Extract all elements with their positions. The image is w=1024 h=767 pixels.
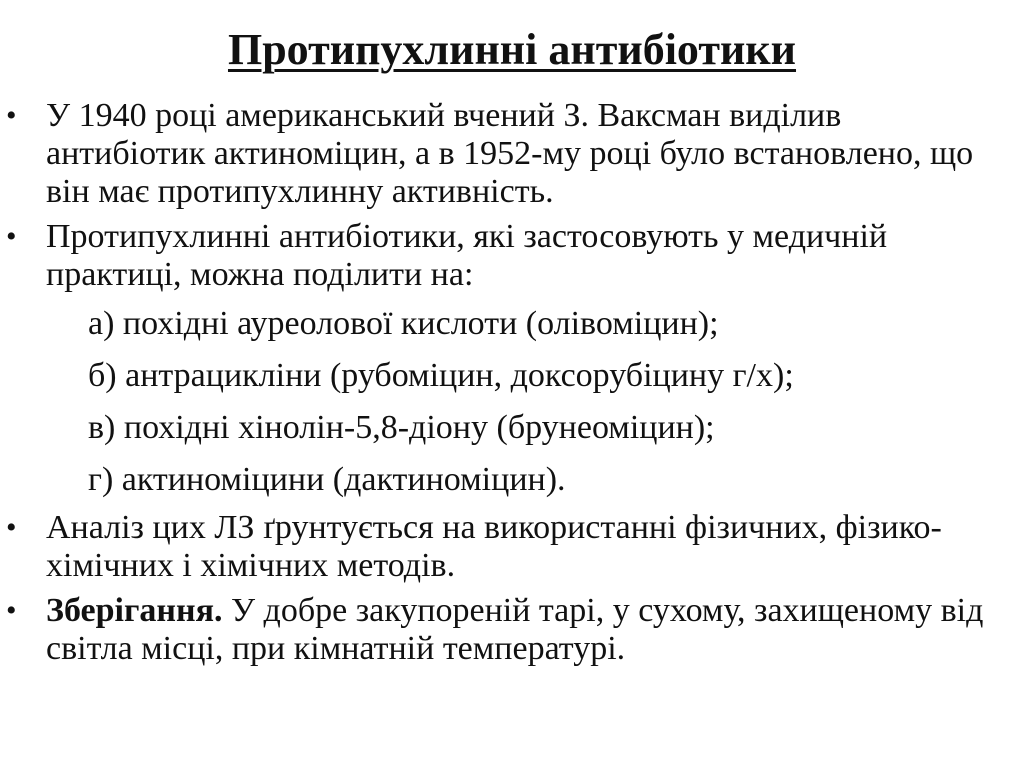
- bullet-icon: •: [6, 511, 17, 544]
- bullet-text: Аналіз цих ЛЗ ґрунтується на використанні фізичних, фізико-хімічних і хімічних методів.: [46, 509, 942, 584]
- storage-label: Зберігання.: [46, 592, 223, 629]
- bullet-item: [6, 592, 1006, 668]
- bullet-icon: •: [6, 594, 17, 627]
- bullet-text: У 1940 році американський вчений З. Ваксман виділив антибіотик актиноміцин, а в 1952-му році було встановлено, що він має протипухлинну активність.: [46, 97, 974, 210]
- sublist: [6, 298, 1006, 506]
- bullet-icon: •: [6, 99, 17, 132]
- bullet-item: [6, 218, 1006, 294]
- bullet-text: У добре закупореній тарі, у сухому, захищеному від світла місці, при кімнатній температурі.: [46, 592, 984, 667]
- sublist-item: б) антрацикліни (рубоміцин, доксорубіцину г/х);: [88, 357, 794, 394]
- slide-title: Протипухлинні антибіотики: [227, 25, 797, 74]
- bullet-text: Протипухлинні антибіотики, які застосовують у медичній практиці, можна поділити на:: [46, 218, 888, 293]
- sublist-item: г) актиноміцини (дактиноміцин).: [88, 461, 566, 498]
- sublist-item: в) похідні хінолін-5,8-діону (брунеоміцин);: [88, 409, 715, 446]
- bullet-list: [6, 97, 1006, 675]
- bullet-item: [6, 97, 1006, 211]
- bullet-icon: •: [6, 220, 17, 253]
- bullet-item: [6, 509, 1006, 585]
- sublist-item: а) похідні ауреолової кислоти (олівоміцин);: [88, 305, 719, 342]
